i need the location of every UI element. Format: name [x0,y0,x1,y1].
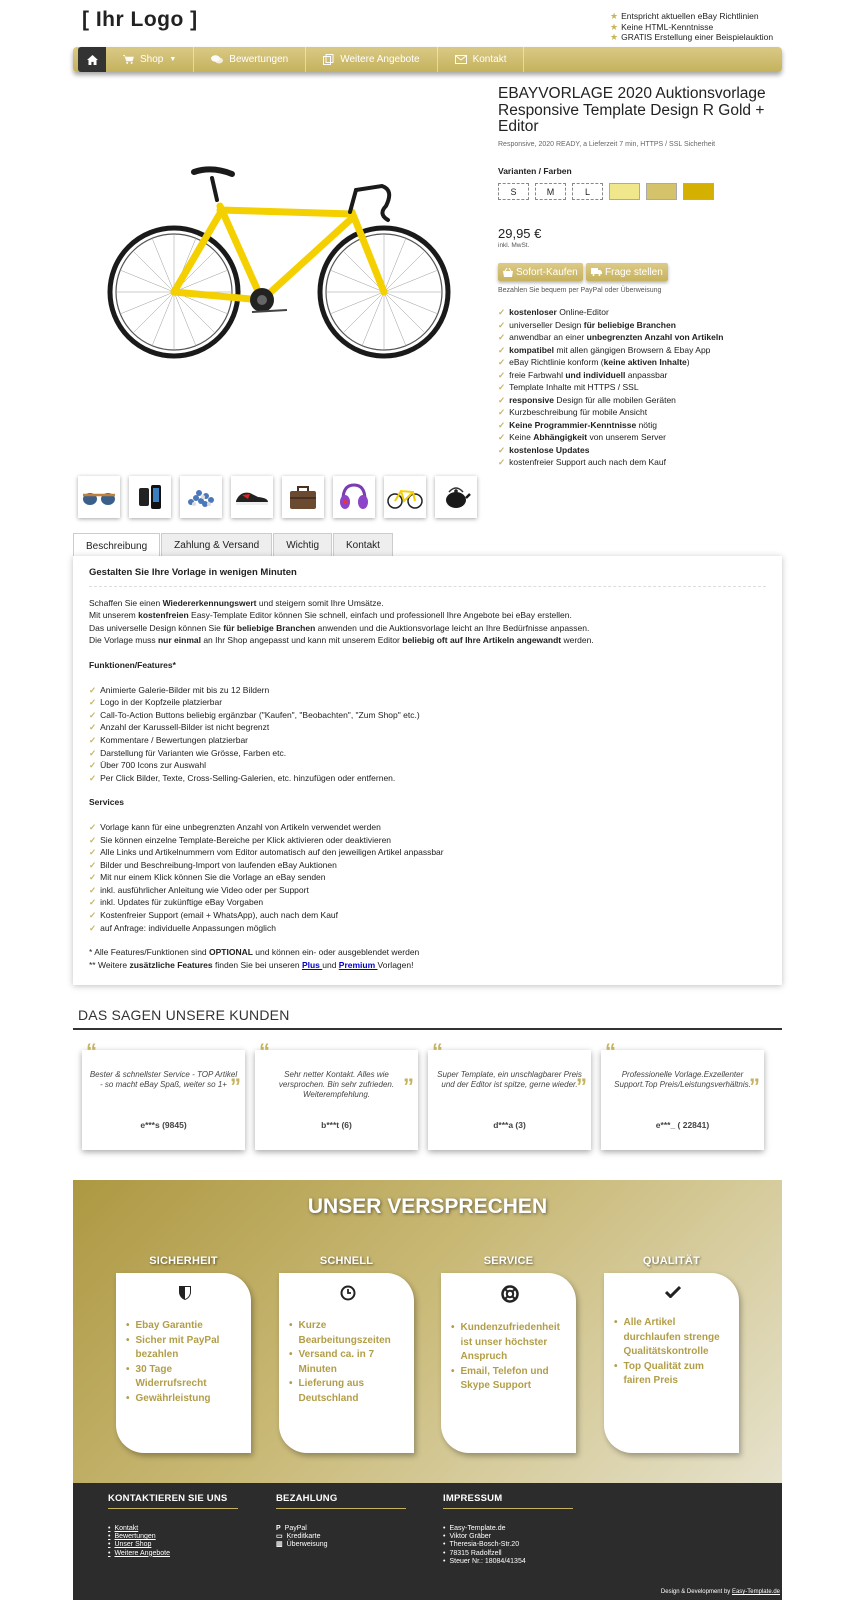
thumbnail-bicycle[interactable] [384,476,426,518]
usp-text: GRATIS Erstellung einer Beispielauktion [621,32,774,42]
feature-item [498,381,723,394]
check-icon: ✓ [498,332,506,342]
feature-text: anwendbar an einer [509,332,587,342]
testimonial-card [601,1039,764,1150]
promise-list [126,1319,243,1406]
list-item [89,821,766,834]
quote-open-icon: “ [432,1039,443,1064]
check-icon: ✓ [89,859,97,870]
testimonial-text: Sehr netter Kontakt. Alles wie versprochen. Bin sehr zufrieden. Weiterempfehlung. [278,1070,395,1099]
optional-note: * Alle Features/Funktionen sind OPTIONAL und können ein- oder ausgeblendet werden [89,947,420,958]
logo[interactable]: [ Ihr Logo ] [82,8,198,31]
feature-text: Design für alle mobilen Geräten [554,394,676,405]
list-item [89,896,766,909]
imprint-line: • Theresia-Bosch-Str.20 [443,1541,573,1549]
credit-link[interactable]: Easy-Template.de [731,1589,780,1595]
feature-text: freie Farbwahl [509,369,566,380]
footer-payment [276,1493,406,1550]
bank-icon: ▥ [276,1541,283,1549]
check-icon: ✓ [89,709,97,720]
footer-link[interactable]: • Kontakt [108,1525,238,1533]
promise-card [116,1273,251,1453]
footer-link[interactable]: • Weitere Angebote [108,1550,238,1558]
feature-item [498,344,723,357]
thumbnail-sneaker[interactable] [231,476,273,518]
feature-text: ) [686,357,690,367]
list-item [89,759,766,772]
check-icon: ✓ [89,872,97,883]
feature-text: von unserem Server [587,432,666,442]
usp-item [610,22,773,33]
description-tabs [73,533,394,558]
promise-card [604,1273,739,1453]
feature-item [498,419,723,432]
check-icon: ✓ [498,382,506,392]
promise-column [279,1255,414,1453]
product-image[interactable] [102,150,462,360]
nav-label: Shop [140,54,164,65]
credit-prefix: Design & Development by [660,1589,732,1595]
list-item [89,846,766,859]
feature-bold: responsive [509,394,555,405]
quote-close-icon: ” [576,1074,587,1099]
tab-description[interactable]: Beschreibung [73,533,160,558]
list-item-text: inkl. ausführlicher Anleitung wie Video oder per Support [100,884,309,895]
list-item [89,834,766,847]
promise-list-item: • Sicher mit PayPal bezahlen [126,1334,243,1363]
size-option-l[interactable]: L [572,183,603,200]
check-icon: ✓ [89,834,97,845]
tab-important[interactable]: Wichtig [273,533,332,557]
star-icon: ★ [610,11,619,21]
imprint-line: • Easy-Template.de [443,1525,573,1533]
testimonial-author: b***t (6) [321,1120,352,1130]
list-item-text: Logo in der Kopfzeile platzierbar [100,697,223,708]
list-item [89,747,766,760]
caret-down-icon: ▼ [169,56,177,63]
features-heading: Funktionen/Features* [89,659,176,670]
check-icon: ✓ [498,319,506,330]
list-item-text: Über 700 Icons zur Auswahl [100,760,206,771]
usp-item [610,11,773,22]
nav-label: Kontakt [472,54,507,65]
testimonial-text: Super Template, ein unschlagbarer Preis und der Editor ist spitze, gerne wieder. [437,1070,582,1089]
testimonials-heading: DAS SAGEN UNSERE KUNDEN [78,1007,290,1023]
payment-note: Bezahlen Sie bequem per PayPal oder Überweisung [498,287,662,294]
footer-payment-title: BEZAHLUNG [276,1493,406,1509]
feature-item [498,431,723,444]
promise-list [451,1321,568,1394]
payment-method-label: Überweisung [286,1541,328,1549]
ask-question-label: Frage stellen [605,266,663,278]
promise-list-item: • Email, Telefon und Skype Support [451,1365,568,1394]
feature-item [498,456,723,469]
credit-card-icon: ▭ [276,1533,283,1541]
footer-imprint-title: IMPRESSUM [443,1493,573,1509]
credit-line [661,1589,780,1595]
check-icon: ✓ [498,432,506,442]
testimonial-card [428,1039,591,1150]
list-item [89,721,766,734]
list-item-text: Bilder und Beschreibung-Import von laufenden eBay Auktionen [100,859,337,870]
promise-list-item: • Lieferung aus Deutschland [289,1377,406,1406]
thumbnail-sunglasses[interactable] [78,476,120,518]
product-subtitle: Responsive, 2020 READY, a Lieferzeit 7 min, HTTPS / SSL Sicherheit [498,141,716,148]
footer-link[interactable]: • Unser Shop [108,1541,238,1549]
list-item [89,922,766,935]
testimonial-author: d***a (3) [493,1120,526,1130]
check-icon: ✓ [498,444,506,455]
color-swatch-dark-gold[interactable] [683,183,714,200]
promise-list-item: • Kundenzufriedenheit ist unser höchster Anspruch [451,1321,568,1365]
home-icon [87,55,98,65]
footer-imprint [443,1493,573,1566]
list-item-text: Kommentare / Bewertungen platzierbar [100,734,249,745]
check-icon [614,1285,731,1300]
feature-bold: kompatibel [509,344,554,355]
variants-label: Varianten / Farben [498,166,572,176]
list-item [89,871,766,884]
description-paragraph: Schaffen Sie einen Wiedererkennungswert und steigern somit Ihre Umsätze. [89,597,384,608]
lifebuoy-icon [451,1285,568,1305]
vat-note: inkl. MwSt. [498,242,530,249]
check-icon: ✓ [498,457,506,467]
feature-text: mit allen gängigen Browsern & Ebay App [554,344,711,355]
description-paragraph: Das universelle Design können Sie für beliebige Branchen anwenden und die Auktionsvorlage leicht an Ihre Bedürfnisse anpassen. [89,622,590,633]
list-item [89,859,766,872]
imprint-line: • Viktor Gräber [443,1533,573,1541]
promise-column-title: SERVICE [483,1255,534,1267]
plus-link[interactable]: Plus [301,959,323,970]
feature-text: Keine [509,432,534,442]
check-icon: ✓ [89,847,97,858]
home-button[interactable] [78,47,106,72]
promise-title: UNSER VERSPRECHEN [307,1195,548,1218]
thumbnail-gallery [78,476,477,518]
feature-item [498,306,723,319]
promise-column-title: QUALITÄT [642,1255,701,1267]
feature-text: Template Inhalte mit HTTPS / SSL [509,382,639,392]
clock-icon [289,1285,406,1303]
description-paragraph: Mit unserem kostenfreien Easy-Template Editor können Sie schnell, einfach und professionell Ihre Angebote bei eBay erstellen. [89,610,572,621]
thumbnail-smartwatch[interactable] [129,476,171,518]
check-icon: ✓ [498,344,506,355]
nav-label: Weitere Angebote [340,54,420,65]
feature-bold: Keine Programmier-Kenntnisse [509,419,637,430]
thumbnail-teapot[interactable] [435,476,477,518]
list-item [89,884,766,897]
usp-list [610,11,773,43]
feature-bold: unbegrenzten Anzahl von Artikeln [586,332,724,342]
list-item-text: Animierte Galerie-Bilder mit bis zu 12 Bildern [100,684,270,695]
check-icon: ✓ [498,407,506,417]
list-item-text: Per Click Bilder, Texte, Cross-Selling-Galerien, etc. hinzufügen oder entfernen. [100,772,396,783]
more-features-note: ** Weitere zusätzliche Features finden Sie bei unseren Plus und Premium Vorlagen! [89,959,414,970]
feature-text: universeller Design [509,319,584,330]
feature-bold: und individuell [565,369,626,380]
size-option-s[interactable]: S [498,183,529,200]
check-icon: ✓ [89,760,97,771]
description-paragraph: Die Vorlage muss nur einmal an Ihr Shop angepasst und kann mit unserem Editor beliebig oft auf Ihre Artikeln angewandt werden. [89,635,594,646]
check-icon: ✓ [89,910,97,921]
ask-question-button[interactable] [586,263,668,281]
basket-icon [503,268,513,277]
check-icon: ✓ [89,884,97,895]
list-item-text: inkl. Updates für zukünftige eBay Vorgaben [100,897,264,908]
feature-item [498,369,723,382]
nav-label: Bewertungen [229,54,289,65]
feature-bold: keine aktiven Inhalte [603,357,687,367]
payment-method-label: PayPal [284,1525,307,1532]
footer-link[interactable]: • Bewertungen [108,1533,238,1541]
promise-list-item: • Alle Artikel durchlaufen strenge Qualitätskontrolle [614,1316,731,1360]
promise-card [441,1273,576,1453]
quote-open-icon: “ [86,1039,97,1064]
check-icon: ✓ [498,307,506,317]
payment-method [276,1525,406,1533]
copy-icon [323,54,334,65]
promise-list-item: • Versand ca. in 7 Minuten [289,1348,406,1377]
list-item-text: Alle Links und Artikelnummern vom Editor automatisch auf den jeweiligen Artikel anpassbar [100,847,444,858]
feature-item [498,394,723,407]
list-item [89,684,766,697]
cart-icon [123,55,134,64]
feature-item [498,444,723,457]
feature-text: nötig [636,419,657,430]
list-item [89,909,766,922]
star-icon: ★ [610,32,619,42]
main-nav [73,47,782,72]
product-price: 29,95 € [498,226,542,241]
feature-text: eBay Richtlinie konform ( [509,357,604,367]
footer-contact [108,1493,238,1558]
check-icon: ✓ [89,684,97,695]
testimonials-list [82,1039,764,1150]
promise-list [614,1316,731,1389]
usp-item [610,32,773,43]
color-swatch-light-gold[interactable] [609,183,640,200]
feature-item [498,406,723,419]
variant-selector [498,183,714,200]
promise-column [604,1255,739,1453]
tab-payment-shipping[interactable]: Zahlung & Versand [161,533,272,557]
usp-text: Entspricht aktuellen eBay Richtlinien [621,11,759,21]
check-icon: ✓ [498,369,506,380]
promise-list-item: • Gewährleistung [126,1392,243,1407]
testimonial-author: e***s (9845) [140,1120,187,1130]
services-list [89,821,766,934]
list-item-text: Anzahl der Karussell-Bilder ist nicht begrenzt [100,722,270,733]
usp-text: Keine HTML-Kenntnisse [621,21,714,32]
check-icon: ✓ [89,722,97,733]
nav-item-contact[interactable] [438,47,525,72]
quote-close-icon: ” [403,1074,414,1099]
comments-icon [211,55,223,64]
list-item-text: Mit nur einem Klick können Sie die Vorlage an eBay senden [100,872,326,883]
list-item-text: Kostenfreier Support (email + WhatsApp), auch nach dem Kauf [100,910,339,921]
feature-item [498,356,723,369]
payment-method-label: Kreditkarte [286,1533,321,1541]
feature-text: kostenfreier Support auch nach dem Kauf [509,457,666,467]
product-title: EBAYVORLAGE 2020 Auktionsvorlage Responsive Template Design R Gold + Editor [498,85,766,135]
quote-close-icon: ” [230,1074,241,1099]
testimonial-card [82,1039,245,1150]
divider [73,1028,782,1030]
nav-item-shop[interactable] [106,47,194,72]
footer-contact-title: KONTAKTIEREN SIE UNS [108,1493,238,1509]
thumbnail-headphones[interactable] [333,476,375,518]
product-feature-list [498,306,723,469]
size-option-m[interactable]: M [535,183,566,200]
list-item-text: Darstellung für Varianten wie Grösse, Farben etc. [100,747,287,758]
buy-now-button[interactable] [498,263,583,281]
premium-link[interactable]: Premium [338,959,378,970]
list-item-text: Sie können einzelne Template-Bereiche per Klick aktivieren oder deaktivieren [100,834,392,845]
feature-bold: Abhängigkeit [533,432,588,442]
check-icon: ✓ [498,419,506,430]
thumbnail-bag[interactable] [282,476,324,518]
description-heading: Gestalten Sie Ihre Vorlage in wenigen Minuten [89,567,766,587]
list-item [89,772,766,785]
promise-column [441,1255,576,1453]
tab-contact[interactable]: Kontakt [333,533,393,557]
promise-card [279,1273,414,1453]
promise-column [116,1255,251,1453]
testimonial-author: e***_ ( 22841) [655,1120,710,1130]
quote-open-icon: “ [259,1039,270,1064]
promise-list-item: • Ebay Garantie [126,1319,243,1334]
check-icon: ✓ [89,697,97,708]
imprint-line: • Steuer Nr.: 18084/41354 [443,1558,573,1566]
envelope-icon [455,55,467,64]
payment-method [276,1541,406,1549]
nav-item-reviews[interactable] [194,47,306,72]
promise-list-item: • 30 Tage Widerrufsrecht [126,1363,243,1392]
testimonial-card [255,1039,418,1150]
check-icon: ✓ [89,897,97,908]
list-item-text: Vorlage kann für eine unbegrenzten Anzahl von Artikeln verwendet werden [100,821,381,832]
nav-item-offers[interactable] [306,47,437,72]
promise-column-title: SICHERHEIT [149,1255,218,1267]
promise-list-item: • Top Qualität zum fairen Preis [614,1360,731,1389]
feature-text: Kurzbeschreibung für mobile Ansicht [509,407,648,417]
shield-icon [126,1285,243,1303]
list-item [89,709,766,722]
imprint-line: • 78315 Radolfzell [443,1550,573,1558]
check-icon: ✓ [498,394,506,405]
promise-column-title: SCHNELL [319,1255,374,1267]
feature-text: anpassbar [625,369,668,380]
quote-close-icon: ” [749,1074,760,1099]
list-item [89,696,766,709]
truck-icon [591,268,602,276]
description-panel [73,556,782,985]
check-icon: ✓ [89,734,97,745]
list-item-text: auf Anfrage: individuelle Anpassungen möglich [100,922,276,933]
testimonial-text: Professionelle Vorlage.Exzellenter Support.Top Preis/Leistungsverhältnis. [614,1070,751,1089]
list-item-text: Call-To-Action Buttons beliebig ergänzbar ("Kaufen", "Beobachten", "Zum Shop" etc.) [100,709,420,720]
feature-item [498,319,723,332]
feature-bold: für beliebige Branchen [583,319,676,330]
star-icon: ★ [610,21,619,32]
feature-bold: kostenlose Updates [509,444,590,455]
thumbnail-beads[interactable] [180,476,222,518]
feature-text: Online-Editor [556,307,609,317]
testimonial-text: Bester & schnellster Service - TOP Artikel - so macht eBay Spaß, weiter so 1+ [89,1070,238,1089]
feature-bold: kostenloser [509,307,557,317]
check-icon: ✓ [89,922,97,933]
check-icon: ✓ [498,357,506,367]
promise-list [289,1319,406,1406]
quote-open-icon: “ [605,1039,616,1064]
buy-now-label: Sofort-Kaufen [516,266,578,278]
check-icon: ✓ [89,772,97,783]
services-heading: Services [89,797,124,808]
color-swatch-gold[interactable] [646,183,677,200]
paypal-icon: P [276,1525,281,1532]
promise-list-item: • Kurze Bearbeitungszeiten [289,1319,406,1348]
features-list [89,684,766,785]
feature-item [498,331,723,344]
check-icon: ✓ [89,747,97,758]
list-item [89,734,766,747]
check-icon: ✓ [89,821,97,832]
